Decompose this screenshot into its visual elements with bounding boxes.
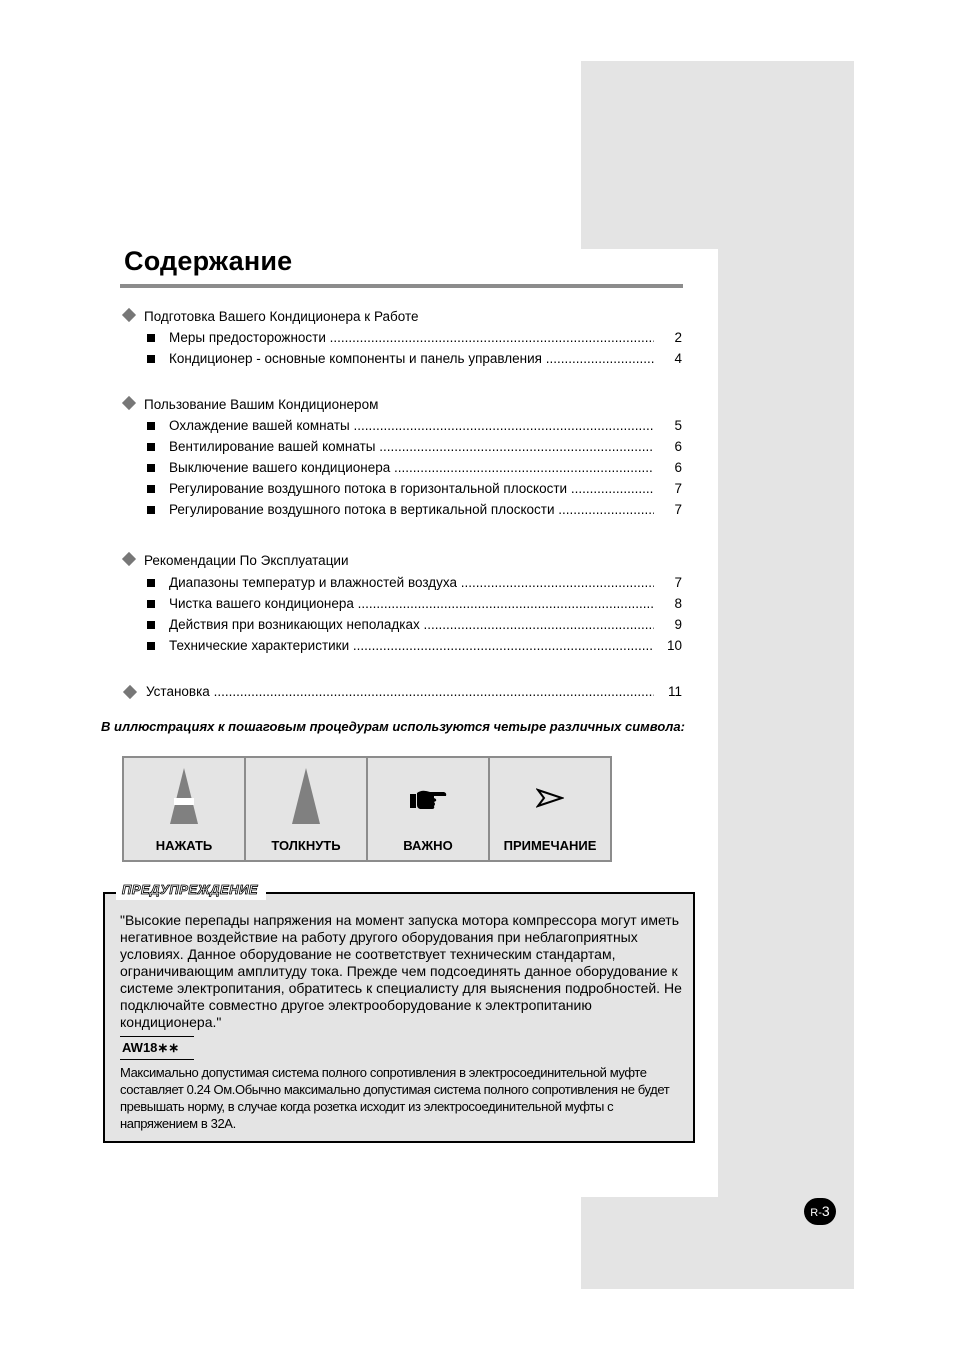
toc-page-number: 7 <box>674 502 682 517</box>
toc-page-number: 4 <box>674 351 682 366</box>
square-bullet-icon <box>147 443 155 451</box>
square-bullet-icon <box>147 600 155 608</box>
toc-item[interactable]: Кондиционер - основные компоненты и панель управления ..... 4 <box>147 350 682 368</box>
toc-item[interactable]: Регулирование воздушного потока в вертикальной плоскости ..... 7 <box>147 501 682 519</box>
toc-section-heading: Подготовка Вашего Кондиционера к Работе <box>124 308 419 326</box>
warning-heading: ПРЕДУПРЕЖДЕНИЕ <box>116 880 266 900</box>
square-bullet-icon <box>147 334 155 342</box>
symbol-note: ПРИМЕЧАНИЕ <box>490 758 610 860</box>
warning-text: "Высокие перепады напряжения на момент запуска мотора компрессора могут иметь негативное воздействие на работу другого оборудования при неблагоприятных условиях. Данное оборудование не соответствует техническим стандартам, ограничивающим амплитуду тока. Прежде чем подсоединять данное оборудование к системе электропитания, обратитесь к специалисту для выяснения подробностей. Не подключайте совместно другое электрооборудование к электропитанию кондиционера." <box>120 912 682 1030</box>
toc-item[interactable]: Чистка вашего кондиционера ..... 8 <box>147 595 682 613</box>
toc-section-heading: Пользование Вашим Кондиционером <box>124 396 378 414</box>
square-bullet-icon <box>147 506 155 514</box>
diamond-bullet-icon <box>122 396 136 410</box>
note-arrow-icon <box>536 788 564 808</box>
diamond-bullet-icon <box>123 685 137 699</box>
toc-item[interactable]: Вентилирование вашей комнаты ..... 6 <box>147 438 682 456</box>
toc-item[interactable]: Технические характеристики ..... 10 <box>147 637 682 655</box>
impedance-note: Максимально допустимая система полного сопротивления в электросоединительной муфте составляет 0.24 Ом.Обычно максимально допустимая система полного сопротивления не будет превышать норму, в случае когда розетка исходит из электросоединительной муфты с напряжением в 32А. <box>120 1065 670 1131</box>
diamond-bullet-icon <box>122 552 136 566</box>
toc-item-install[interactable]: Установка ..... 11 <box>124 683 682 701</box>
square-bullet-icon <box>147 355 155 363</box>
square-bullet-icon <box>147 464 155 472</box>
toc-page-number: 7 <box>674 481 682 496</box>
symbols-legend <box>122 756 612 862</box>
toc-page-number: 10 <box>666 638 682 653</box>
toc-page-number: 11 <box>667 684 682 699</box>
title-underline <box>120 284 683 288</box>
background-panel-top <box>581 61 854 249</box>
square-bullet-icon <box>147 485 155 493</box>
toc-item[interactable]: Выключение вашего кондиционера ..... 6 <box>147 459 682 477</box>
square-bullet-icon <box>147 422 155 430</box>
toc-item[interactable]: Регулирование воздушного потока в горизонтальной плоскости ..... 7 <box>147 480 682 498</box>
page-title: Содержание <box>124 246 293 276</box>
square-bullet-icon <box>147 642 155 650</box>
toc-page-number: 6 <box>674 439 682 454</box>
symbols-intro: В иллюстрациях к пошаговым процедурам используются четыре различных символа: <box>101 719 685 734</box>
symbol-push: ТОЛКНУТЬ <box>246 758 368 860</box>
symbol-press: НАЖАТЬ <box>124 758 246 860</box>
background-panel-side <box>718 249 854 1197</box>
pointing-hand-icon <box>408 788 448 812</box>
toc-page-number: 2 <box>674 330 682 345</box>
square-bullet-icon <box>147 579 155 587</box>
toc-page-number: 6 <box>674 460 682 475</box>
toc-page-number: 7 <box>674 575 682 590</box>
diamond-bullet-icon <box>122 308 136 322</box>
toc-section-heading: Рекомендации По Эксплуатации <box>124 552 349 570</box>
push-arrow-icon <box>289 768 323 826</box>
model-label: AW18∗∗ <box>120 1036 194 1060</box>
toc-item[interactable]: Действия при возникающих неполадках ..... 9 <box>147 616 682 634</box>
press-arrow-icon <box>167 768 201 826</box>
toc-page-number: 5 <box>674 418 682 433</box>
page-number-badge: R-3 <box>804 1198 836 1225</box>
toc-item[interactable]: Диапазоны температур и влажностей воздуха ..... 7 <box>147 574 682 592</box>
toc-page-number: 9 <box>674 617 682 632</box>
symbol-important: ВАЖНО <box>368 758 490 860</box>
square-bullet-icon <box>147 621 155 629</box>
toc-item[interactable]: Охлаждение вашей комнаты ..... 5 <box>147 417 682 435</box>
toc-page-number: 8 <box>674 596 682 611</box>
toc-item[interactable]: Меры предосторожности ..... 2 <box>147 329 682 347</box>
